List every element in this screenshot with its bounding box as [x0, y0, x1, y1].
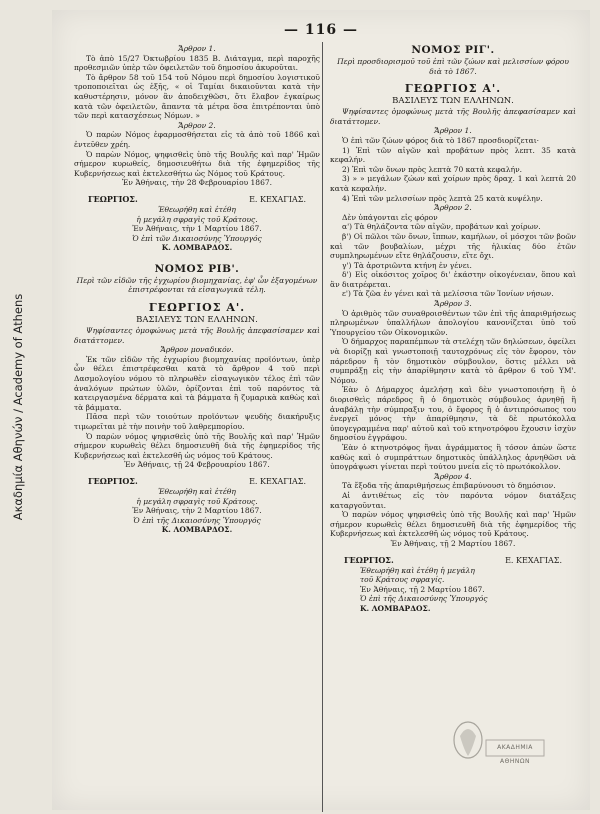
paragraph: Ἐὰν ὁ Δήμαρχος ἀμελήσῃ καὶ δὲν γνωστοποιήσῃ ἢ ὁ διορισθεὶς πάρεδρος ἢ ὁ δημοτικὸς σύμβουλος ἀρνηθῇ ἢ ἀναβάλῃ τὴν σύμπραξιν του, ὁ ἔφορος ἢ ὁ ἀντιπρόσωπος του ἐνεργεῖ μόνος τὴν ἀπαρίθμησιν, τὰ δὲ πρωτόκολλα ὑπογεγραμμένα παρ' αὐτοῦ καὶ τοῦ κτηνοτρόφου ἔχουσιν ἰσχὺν δημοσίου ἐγγράφου.	[330, 385, 576, 443]
seal-name: Κ. ΛΟΜΒΑΡΔΟΣ.	[360, 603, 431, 613]
seal-name: Κ. ΛΟΜΒΑΡΔΟΣ.	[161, 525, 233, 535]
paragraph: Τὸ ἄρθρον 58 τοῦ 154 τοῦ Νόμου περὶ δημοσίου λογιστικοῦ τροποποιεῖται ὡς ἑξῆς, « οἱ Ταμίαι δικαιοῦνται κατὰ τὴν καθυστέρησιν, μόνον ἂν ἀποδειχθῶσι, ὅτι ἔλαβον ἐγκαίρως κατὰ τῶν ὀφειλετῶν, ἅπαντα τὰ μέτρα ὅσα ἐπιτρέπονται ὑπὸ τῶν περὶ κατασχέσεως Νόμων. »	[74, 72, 320, 121]
list-item: β') Οἱ πῶλοι τῶν ὄνων, ἵππων, καμήλων, οἱ μόσχοι τῶν βοῶν καὶ τῶν βουβαλίων, μέχρι τῆς ἡλικίας δύο ἐτῶν συμπληρωμένων εἴτε θηλάζουσιν, εἴτε ὄχι.	[330, 231, 576, 261]
article-heading: Ἄρθρον 3.	[434, 299, 472, 309]
stamp-text: ΑΚΑΔΗΜΙΑ ΑΘΗΝΩΝ	[497, 744, 533, 765]
list-item: 1) Ἐπὶ τῶν αἰγῶν καὶ προβάτων πρὸς λεπτ. 35 κατὰ κεφαλήν.	[330, 145, 576, 165]
paragraph: Ὁ ἐπὶ τῶν ζώων φόρος διὰ τὸ 1867 προσδιορίζεται·	[342, 135, 540, 145]
article-heading: Ἄρθρον 1.	[434, 126, 472, 136]
seal-role: Ὁ ἐπὶ τῆς Δικαιοσύνης Ὑπουργός	[360, 594, 488, 604]
law-subject: Περὶ τῶν εἰδῶν τῆς ἐγχωρίου βιομηχανίας, ἐφ' ὧν ἐξαγομένων ἐπιστρέφονται τὰ εἰσαγωγικὰ τέλη.	[76, 275, 318, 295]
archive-sidebar	[4, 0, 32, 814]
paragraph: Αἱ ἀντιθέτως εἰς τὸν παρόντα νόμον διατάξεις καταργοῦνται.	[330, 490, 576, 510]
list-item: 2) Ἐπὶ τῶν ὄνων πρὸς λεπτὰ 70 κατὰ κεφαλήν.	[342, 164, 523, 174]
king-subtitle: ΒΑΣΙΛΕΥΣ ΤΩΝ ΕΛΛΗΝΩΝ.	[392, 96, 514, 107]
seal-name: Κ. ΛΟΜΒΑΡΔΟΣ.	[161, 243, 233, 253]
seal-note: Ἐθεωρήθη καὶ ἐτέθη	[158, 204, 236, 214]
date-line: Ἐν Ἀθήναις, τῇ 2 Μαρτίου 1867.	[390, 538, 516, 548]
minister-signature: Ε. ΚΕΧΑΓΙΑΣ.	[249, 476, 306, 486]
seal-date: Ἐν Ἀθήναις, τὴν 1 Μαρτίου 1867.	[132, 224, 262, 234]
paragraph: Τὸ ἀπὸ 15/27 Ὀκτωβρίου 1835 Β. Διάταγμα, περὶ παροχῆς προθεσμιῶν ὑπὲρ τῶν ὀφειλετῶν τοῦ δημοσίου ἀκυροῦται.	[74, 53, 320, 73]
article-heading: Ἄρθρον 4.	[434, 471, 472, 481]
left-column	[74, 44, 320, 535]
king-title: ΓΕΩΡΓΙΟΣ Α'.	[404, 82, 502, 96]
signature-row	[74, 476, 320, 487]
seal-note: Ἐθεωρήθη καὶ ἐτέθη ἡ μεγάλη	[360, 565, 475, 575]
paragraph: Δὲν ὑπάγονται εἰς φόρον	[342, 212, 438, 222]
king-signature: ΓΕΩΡΓΙΟΣ.	[88, 475, 138, 486]
article-heading: Ἄρθρον 2.	[434, 203, 472, 213]
paragraph: Ὁ παρὼν Νόμος, ψηφισθεὶς ὑπὸ τῆς Βουλῆς καὶ παρ' Ἡμῶν σήμερον κυρωθείς, δημοσιευθήτω διὰ τῆς ἐφημερίδος τῆς Κυβερνήσεως καὶ ἐκτελεσθήτω ὡς Νόμος τοῦ Κράτους.	[74, 149, 320, 178]
preamble: Ψηφίσαντες ὁμοφώνως μετὰ τῆς Βουλῆς ἀπεφασίσαμεν καὶ διατάττομεν.	[330, 107, 576, 126]
page-number: — 116 —	[284, 22, 358, 38]
king-signature: ΓΕΩΡΓΙΟΣ.	[344, 554, 394, 565]
paragraph: Ἐὰν ὁ κτηνοτρόφος ἢναι ἀγράμματος ἢ τόσον ἀπὼν ὥστε καθὼς καὶ ὁ συμπράττων δημοτικὸς ὑπάλληλος ἀρνηθῶσι νὰ ὑπογράψωσι γίνεται περὶ τούτου μνεία εἰς τὸ πρωτόκολλον.	[330, 442, 576, 472]
seal-role: Ὁ ἐπὶ τῆς Δικαιοσύνης Ὑπουργός	[133, 515, 261, 525]
signature-row	[330, 555, 576, 566]
king-title: ΓΕΩΡΓΙΟΣ Α'.	[148, 301, 246, 315]
academy-stamp	[446, 716, 546, 772]
article-heading: Ἄρθρον 2.	[178, 120, 216, 130]
law-title: ΝΟΜΟΣ ΡΙΒ'.	[154, 262, 240, 275]
paragraph: Ὁ παρὼν Νόμος ἐφαρμοσθήσεται εἰς τὰ ἀπὸ τοῦ 1866 καὶ ἐντεῦθεν χρέη.	[74, 130, 320, 149]
article-heading: Ἄρθρον 1.	[178, 44, 216, 53]
list-item: ε') Τὰ ζῶα ἐν γένει καὶ τὰ μελίσσια τῶν Ἰονίων νήσων.	[342, 289, 554, 299]
list-item: γ') Τὰ ἀροτριῶντα κτήνη ἐν γένει.	[342, 260, 472, 270]
article-heading: Ἄρθρον μοναδικόν.	[160, 345, 234, 355]
paragraph: Ὁ δήμαρχος παραπέμπων τὰ στελέχη τῶν δηλώσεων, ὀφείλει νὰ διορίζῃ καὶ γνωστοποιῇ ταυτοχρόνως εἰς τὸν ἔφορον, τὸν πάρεδρον ἢ τὸν δημοτικὸν σύμβουλον, ὅστις μέλλει νὰ συμπράξῃ εἰς τὴν ἀπαρίθμησιν κατὰ τὸ ἄρθρον 6 τοῦ ΥΜ'. Νόμου.	[330, 337, 576, 385]
right-column	[330, 44, 576, 613]
seal-role: Ὁ ἐπὶ τῶν Δικαιοσύνης Ὑπουργός	[132, 233, 262, 243]
paragraph: Ὁ παρὼν νόμος ψηφισθεὶς ὑπὸ τῆς Βουλῆς καὶ παρ' Ἡμῶν σήμερον κυρωθεὶς θέλει δημοσιευθῆ διὰ τῆς ἐφημερίδος τῆς Κυβερνήσεως καὶ ἐκτελεσθῆ ὡς νόμος τοῦ Κράτους.	[330, 510, 576, 539]
paragraph: Πᾶσα περὶ τῶν τοιούτων προϊόντων ψευδὴς διακήρυξις τιμωρεῖται μὲ τὴν ποινὴν τοῦ λαθρεμπορίου.	[74, 412, 320, 431]
seal-note: ἡ μεγάλη σφραγὶς τοῦ Κράτους.	[136, 214, 258, 224]
law-title: ΝΟΜΟΣ ΡΙΓ'.	[411, 44, 495, 56]
seal-date: Ἐν Ἀθήναις, τῇ 2 Μαρτίου 1867.	[360, 584, 485, 594]
list-item: 3) » » μεγάλων ζώων καὶ χοίρων πρὸς δραχ. 1 καὶ λεπτὰ 20 κατὰ κεφαλήν.	[330, 174, 576, 193]
seal-note: Ἐθεωρήθη καὶ ἐτέθη	[158, 486, 236, 496]
law-subject: Περὶ προσδιορισμοῦ τοῦ ἐπὶ τῶν ζώων καὶ μελισσίων φόρου διὰ τὸ 1867.	[337, 57, 569, 76]
date-line: Ἐν Ἀθήναις, τῇ 24 Φεβρουαρίου 1867.	[124, 460, 270, 470]
paragraph: Ἐκ τῶν εἰδῶν τῆς ἐγχωρίου βιομηχανίας προϊόντων, ὑπὲρ ὧν θέλει ἐπιστρέφεσθαι κατὰ τὸ ἄρθρον 4 τοῦ περὶ Δασμολογίου νόμου τὸ πληρωθὲν εἰσαγωγικὸν τέλος ἐπὶ τῶν ἀναλόγων πρώτων ὑλῶν, ὁρίζονται ἐπὶ τοῦ παρόντος τὰ κατειργασμένα δέρματα καὶ τὰ βάμματα ἢ ζυμαρικὰ καθὼς καὶ τὰ βάμματα.	[74, 354, 320, 412]
list-item: α') Τὰ θηλάζοντα τῶν αἰγῶν, προβάτων καὶ χοίρων.	[342, 222, 541, 232]
paragraph: Ὁ παρὼν νόμος ψηφισθεὶς ὑπὸ τῆς Βουλῆς καὶ παρ' Ἡμῶν σήμερον κυρωθεὶς θέλει δημοσιευθῆ διὰ τῆς ἐφημερίδος τῆς Κυβερνήσεως καὶ ἐκτελεσθῆ ὡς νόμος τοῦ Κράτους.	[74, 431, 320, 460]
king-subtitle: ΒΑΣΙΛΕΥΣ ΤΩΝ ΕΛΛΗΝΩΝ.	[136, 315, 258, 326]
minister-signature: Ε. ΚΕΧΑΓΙΑΣ.	[249, 194, 306, 204]
signature-row	[74, 194, 320, 205]
list-item: δ') Εἰς οἰκόσιτος χοῖρος δι' ἑκάστην οἰκογένειαν, ὅπου καὶ ἂν διατρέφεται.	[330, 270, 576, 289]
seal-note: ἡ μεγάλη σφραγὶς τοῦ Κράτους.	[136, 496, 258, 506]
minister-signature: Ε. ΚΕΧΑΓΙΑΣ.	[505, 555, 562, 565]
date-line: Ἐν Ἀθήναις, τὴν 28 Φεβρουαρίου 1867.	[121, 178, 272, 188]
column-divider	[322, 42, 323, 812]
seal-date: Ἐν Ἀθήναις, τὴν 2 Μαρτίου 1867.	[132, 506, 262, 516]
preamble: Ψηφίσαντες ὁμοφώνως μετὰ τῆς Βουλῆς ἀπεφασίσαμεν καὶ διατάττομεν.	[74, 326, 320, 345]
institution-label: Ακαδημία Αθηνών / Academy of Athens	[11, 293, 25, 521]
paragraph: Τὰ ἔξοδα τῆς ἀπαριθμήσεως ἐπιβαρύνουσι τὸ δημόσιον.	[342, 481, 556, 491]
list-item: 4) Ἐπὶ τῶν μελισσίων πρὸς λεπτὰ 25 κατὰ κυψέλην.	[342, 193, 543, 203]
seal-note: τοῦ Κράτους σφραγίς.	[360, 575, 445, 585]
paragraph: Ὁ ἀριθμὸς τῶν συναθροισθέντων τῶν ἐπὶ τῆς ἀπαριθμήσεως πληρωμένων ὑπαλλήλων ἀπολογίου κανονίζεται ὑπὸ τοῦ Ὑπουργείου τῶν Οἰκονομικῶν.	[330, 308, 576, 337]
king-signature: ΓΕΩΡΓΙΟΣ.	[88, 193, 138, 204]
